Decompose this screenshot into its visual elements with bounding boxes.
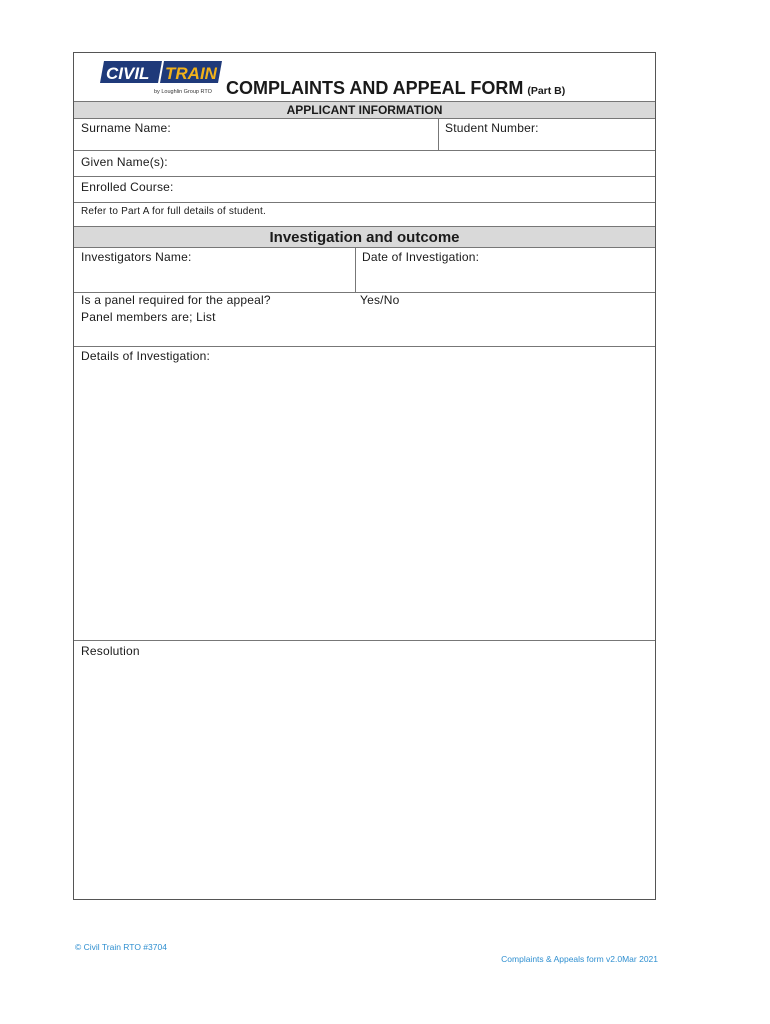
investigation-section-header: Investigation and outcome bbox=[74, 226, 655, 247]
student-number-label: Student Number: bbox=[445, 121, 539, 135]
panel-yes-no: Yes/No bbox=[360, 293, 400, 307]
footer-copyright: © Civil Train RTO #3704 bbox=[75, 942, 167, 952]
svg-text:TRAIN: TRAIN bbox=[165, 64, 217, 83]
surname-row bbox=[74, 118, 655, 150]
form-header bbox=[74, 53, 655, 101]
given-names-row bbox=[74, 150, 655, 176]
details-row bbox=[74, 346, 655, 640]
panel-members-label: Panel members are; List bbox=[81, 310, 216, 324]
investigators-row bbox=[74, 247, 655, 292]
details-label: Details of Investigation: bbox=[81, 349, 211, 363]
applicant-section-header: APPLICANT INFORMATION bbox=[74, 101, 655, 118]
footer-version: Complaints & Appeals form v2.0Mar 2021 bbox=[501, 954, 658, 964]
refer-note-row bbox=[74, 202, 655, 226]
given-names-label: Given Name(s): bbox=[81, 155, 168, 169]
panel-question: Is a panel required for the appeal? bbox=[81, 293, 271, 307]
resolution-label: Resolution bbox=[81, 644, 140, 658]
complaints-form bbox=[73, 52, 656, 900]
investigators-name-label: Investigators Name: bbox=[81, 250, 192, 264]
civil-train-logo bbox=[98, 59, 224, 97]
form-title-part: (Part B) bbox=[527, 85, 566, 97]
svg-text:by Loughlin Group RTO: by Loughlin Group RTO bbox=[154, 89, 212, 95]
refer-note: Refer to Part A for full details of student. bbox=[81, 206, 267, 217]
enrolled-course-label: Enrolled Course: bbox=[81, 180, 174, 194]
resolution-row bbox=[74, 640, 655, 899]
date-of-investigation-label: Date of Investigation: bbox=[362, 250, 480, 264]
svg-text:CIVIL: CIVIL bbox=[106, 64, 150, 83]
form-title: COMPLAINTS AND APPEAL FORM (Part B) bbox=[226, 78, 566, 98]
panel-row bbox=[74, 292, 655, 346]
enrolled-course-row bbox=[74, 176, 655, 202]
surname-label: Surname Name: bbox=[81, 121, 171, 135]
